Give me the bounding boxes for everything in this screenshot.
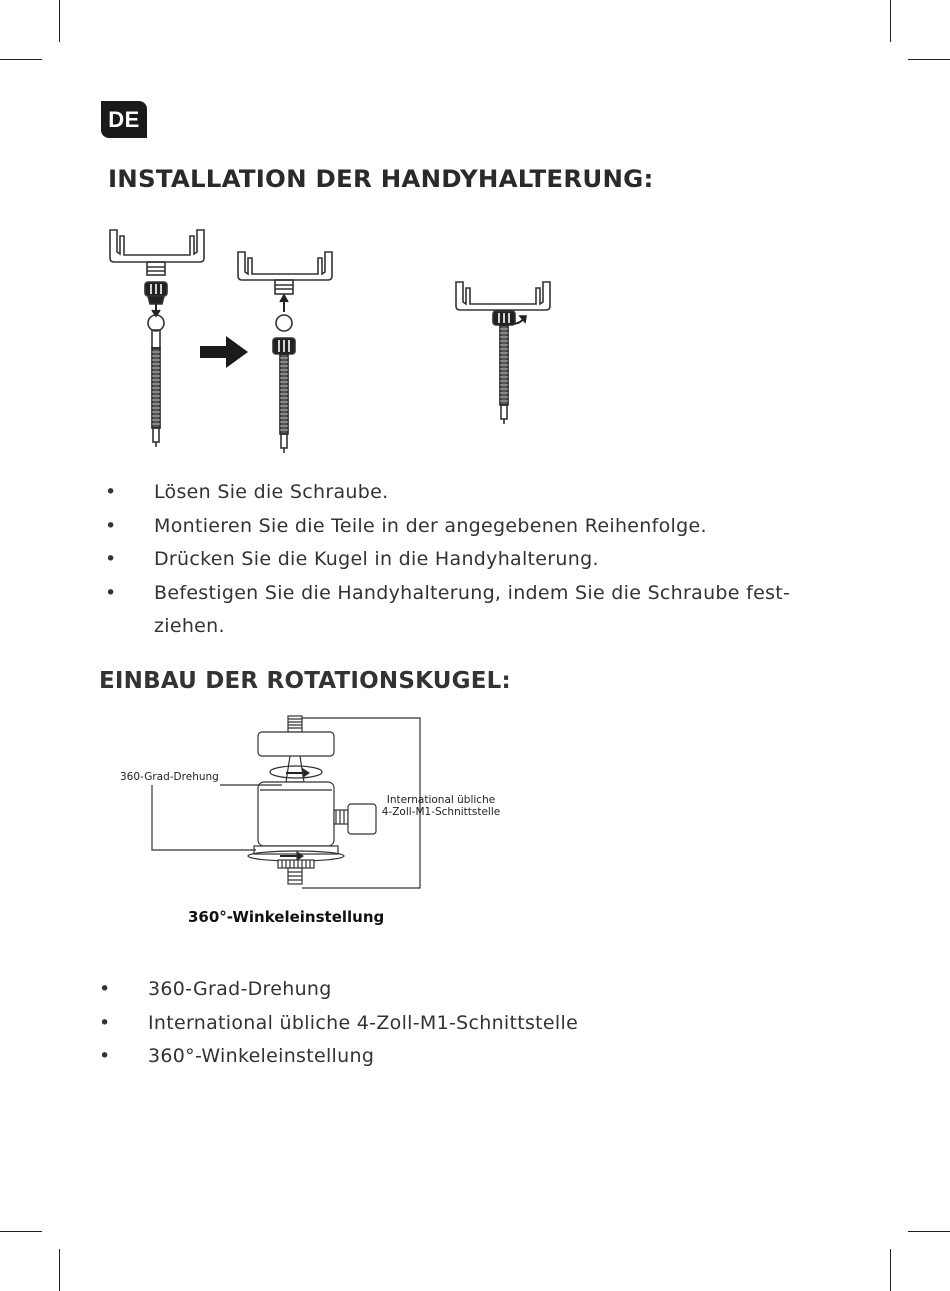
- list-item: • 360-Grad-Drehung: [99, 978, 332, 1000]
- list-item: • International übliche 4-Zoll-M1-Schnittstelle: [99, 1011, 579, 1034]
- gooseneck-icon: [280, 354, 288, 434]
- phone-clamp-icon: [110, 230, 204, 275]
- phone-clamp-icon: [456, 282, 550, 310]
- section-title-installation: INSTALLATION DER HANDYHALTERUNG:: [108, 165, 654, 193]
- label-interface-line2: 4-Zoll-M1-Schnittstelle: [381, 806, 501, 818]
- crop-mark: [59, 1249, 60, 1291]
- list-item: • 360°-Winkeleinstellung: [99, 1045, 375, 1067]
- crop-mark: [59, 0, 60, 42]
- crop-mark: [890, 1249, 891, 1291]
- crop-mark: [0, 1231, 42, 1232]
- list-item: • Montieren Sie die Teile in der angegebenen Reihenfolge.: [105, 514, 707, 537]
- installation-illustration: [100, 222, 570, 458]
- list-item: • Drücken Sie die Kugel in die Handyhalterung.: [105, 548, 599, 570]
- language-badge: DE: [101, 101, 147, 138]
- crop-mark: [0, 59, 42, 60]
- crop-mark: [890, 0, 891, 42]
- list-item: • Befestigen Sie die Handyhalterung, indem Sie die Schraube fest-ziehen.: [105, 581, 791, 637]
- screw-knob-icon: [273, 338, 295, 354]
- label-interface-line1: International übliche: [386, 794, 496, 806]
- crop-mark: [908, 59, 950, 60]
- section-title-rotation-ball: EINBAU DER ROTATIONSKUGEL:: [99, 668, 511, 694]
- gooseneck-icon: [500, 325, 508, 405]
- gooseneck-icon: [152, 348, 160, 428]
- crop-mark: [908, 1231, 950, 1232]
- list-item: • Lösen Sie die Schraube.: [105, 481, 389, 503]
- label-rotation: 360-Grad-Drehung: [120, 771, 219, 783]
- right-arrow-icon: [200, 336, 248, 368]
- rotation-features-list: [99, 973, 799, 1074]
- screw-knob-icon: [145, 282, 167, 304]
- screw-knob-icon: [493, 311, 515, 325]
- phone-clamp-icon: [238, 252, 332, 294]
- installation-steps-list: [105, 476, 845, 644]
- diagram-caption: 360°-Winkeleinstellung: [188, 908, 385, 926]
- ball-head-diagram: [110, 710, 530, 935]
